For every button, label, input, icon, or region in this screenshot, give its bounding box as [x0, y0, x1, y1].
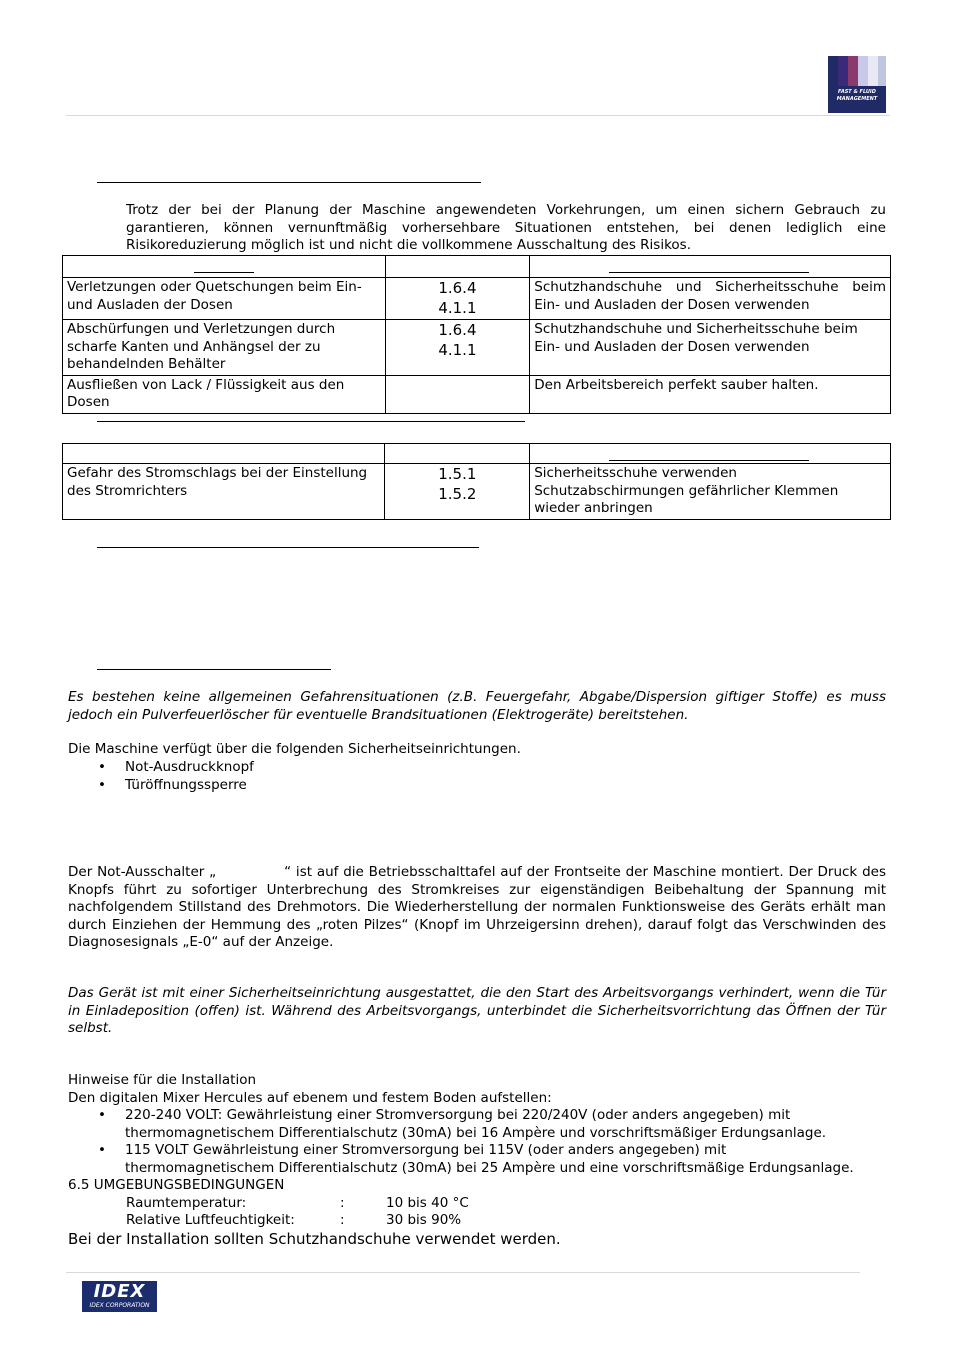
table1-header-risk	[63, 256, 386, 278]
section3-heading-underline	[97, 547, 479, 548]
door-lock-note: Das Gerät ist mit einer Sicherheitseinrichtung ausgestattet, die den Start des Arbeitsvorgangs verhindert, wenn die Tür in Einladeposition (offen) ist. Während des Arbeitsvorgangs, unterbindet die Sicherheitsvorrichtung das Öffnen der Tür selbst.	[68, 985, 886, 1036]
measure-cell	[530, 464, 891, 520]
table-row	[63, 320, 891, 376]
ref-value: 1.6.4	[438, 279, 477, 297]
header-rule	[66, 115, 890, 116]
risk-table-1	[62, 255, 891, 414]
risk-cell: Abschürfungen und Verletzungen durch scharfe Kanten und Anhängsel der zu behandelnden Behälter	[63, 320, 386, 376]
idex-logo-sub: IDEX CORPORATION	[89, 1302, 150, 1309]
ref-value: 4.1.1	[438, 298, 477, 317]
env-sep: :	[340, 1212, 345, 1228]
fire-hazard-note: Es bestehen keine allgemeinen Gefahrensituationen (z.B. Feuergefahr, Abgabe/Dispersion giftiger Stoffe) es muss jedoch ein Pulverfeuerlöscher für eventuelle Brandsituationen (Elektrogeräte) bereitstehen.	[68, 689, 886, 723]
idex-logo	[82, 1281, 157, 1312]
measure-line: Schutzabschirmungen gefährlicher Klemmen wieder anbringen	[534, 482, 839, 516]
brand-logo-graphic	[828, 56, 886, 113]
ref-cell	[385, 464, 530, 520]
table2-header-measure	[530, 444, 891, 464]
installation-title: Hinweise für die Installation	[68, 1072, 257, 1088]
env-row	[126, 1212, 626, 1230]
risk-cell: Gefahr des Stromschlags bei der Einstellung des Stromrichters	[63, 464, 385, 520]
table2-header-risk	[63, 444, 385, 464]
safety-devices-intro: Die Maschine verfügt über die folgenden Sicherheitseinrichtungen.	[68, 741, 521, 757]
env-label: Raumtemperatur:	[126, 1195, 247, 1211]
ref-cell	[385, 375, 530, 413]
gloves-note: Bei der Installation sollten Schutzhandschuhe verwendet werden.	[68, 1230, 561, 1248]
ref-value: 1.5.2	[438, 484, 477, 503]
emergency-text-a: Der Not-Ausschalter „	[68, 864, 217, 880]
idex-logo-main: IDEX	[93, 1281, 146, 1302]
section1-heading-underline	[97, 182, 481, 183]
installation-list	[68, 1107, 858, 1177]
footer-rule	[66, 1272, 860, 1273]
brand-logo-line1: FAST & FLUID	[838, 89, 876, 95]
risk-cell: Verletzungen oder Quetschungen beim Ein- und Ausladen der Dosen	[63, 278, 386, 320]
environment-title: 6.5 UMGEBUNGSBEDINGUNGEN	[68, 1177, 285, 1193]
table-row	[63, 375, 891, 413]
list-item: • 115 VOLT Gewährleistung einer Stromversorgung bei 115V (oder anders angegeben) mit thermomagnetischem Differentialschutz (30mA) bei 25 Ampère und eine vorschriftsmäßige Erdungsanlage.	[68, 1142, 858, 1177]
env-row	[126, 1195, 626, 1213]
ref-value: 4.1.1	[438, 340, 477, 359]
env-sep: :	[340, 1195, 345, 1211]
risk-cell: Ausfließen von Lack / Flüssigkeit aus den Dosen	[63, 375, 386, 413]
measure-cell: Den Arbeitsbereich perfekt sauber halten.	[530, 375, 891, 413]
env-label: Relative Luftfeuchtigkeit:	[126, 1212, 295, 1228]
list-item: • Türöffnungssperre	[68, 777, 886, 795]
brand-logo-line2: MANAGEMENT	[836, 96, 878, 102]
table-row	[63, 464, 891, 520]
measure-cell: Schutzhandschuhe und Sicherheitsschuhe beim Ein- und Ausladen der Dosen verwenden	[530, 320, 891, 376]
ref-value: 1.6.4	[438, 321, 477, 339]
list-item: • Not-Ausdruckknopf	[68, 759, 886, 777]
ref-cell	[385, 278, 530, 320]
ref-cell	[385, 320, 530, 376]
emergency-stop-text	[68, 864, 886, 952]
section4-heading-underline	[97, 669, 331, 670]
table1-header-ref	[385, 256, 530, 278]
emergency-text-b: “ ist auf die Betriebsschalttafel auf der Frontseite der Maschine montiert. Der Druck des Knopfs führt zu sofortiger Unterbrechung des Stromkreises zur eigenständigen Beibehaltung der Spannung mit nachfolgendem Stillstand des Drehmotors. Die Wiederherstellung der normalen Funktionsweise des Geräts erhält man durch Einziehen der Hemmung des „roten Pilzes“ (Knopf im Uhrzeigersinn drehen), darauf folgt das Verschwinden des Diagnosesignals „E-0“ auf der Anzeige.	[68, 864, 886, 950]
measure-cell: Schutzhandschuhe und Sicherheitsschuhe beim Ein- und Ausladen der Dosen verwenden	[530, 278, 891, 320]
table-row	[63, 278, 891, 320]
table2-header-ref	[385, 444, 530, 464]
env-value: 10 bis 40 °C	[386, 1195, 469, 1211]
section2-heading-underline	[97, 421, 525, 422]
risk-table-2	[62, 443, 891, 520]
env-value: 30 bis 90%	[386, 1212, 462, 1228]
table1-header-measure	[530, 256, 891, 278]
brand-logo	[828, 56, 886, 113]
section1-intro: Trotz der bei der Planung der Maschine angewendeten Vorkehrungen, um einen sichern Gebrauch zu garantieren, können vernunftmäßig vorhersehbare Situationen entstehen, bei denen lediglich eine Risikoreduzierung möglich ist und nicht die vollkommene Ausschaltung des Risikos.	[126, 202, 886, 253]
measure-line: Sicherheitsschuhe verwenden	[534, 465, 737, 481]
safety-devices-list	[68, 759, 886, 794]
ref-value: 1.5.1	[438, 465, 477, 483]
list-item: • 220-240 VOLT: Gewährleistung einer Stromversorgung bei 220/240V (oder anders angegeben) mit thermomagnetischem Differentialschutz (30mA) bei 16 Ampère und vorschriftsmäßiger Erdungsanlage.	[68, 1107, 858, 1142]
installation-intro: Den digitalen Mixer Hercules auf ebenem und festem Boden aufstellen:	[68, 1090, 552, 1106]
